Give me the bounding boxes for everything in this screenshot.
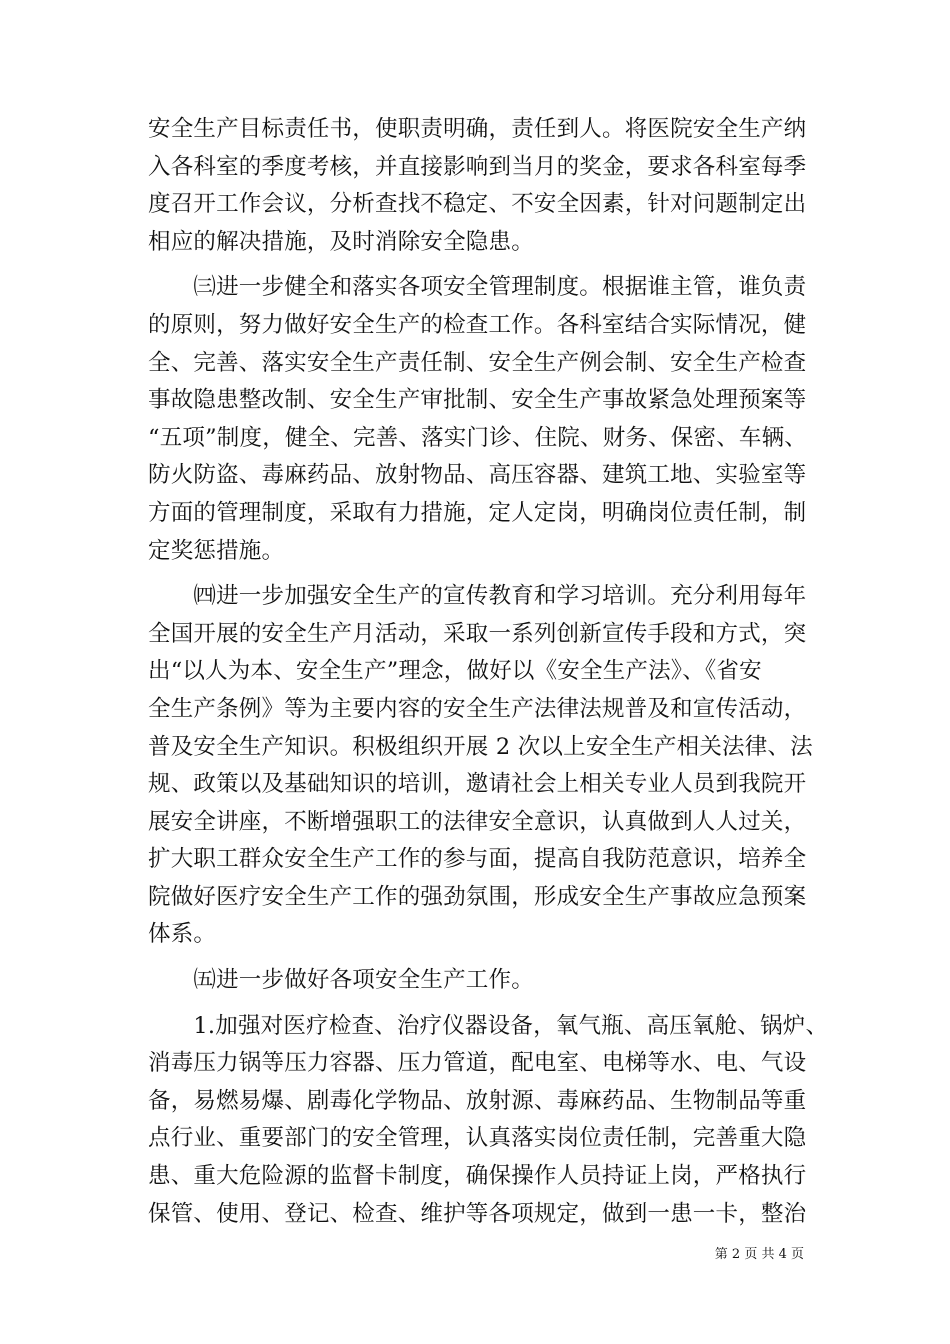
text-line: 事故隐患整改制、安全生产审批制、安全生产事故紧急处理预案等	[148, 387, 807, 414]
paragraph	[148, 111, 808, 261]
text-line: 消毒压力锅等压力容器、压力管道，配电室、电梯等水、电、气设	[148, 1050, 807, 1077]
text-line: 患、重大危险源的监督卡制度，确保操作人员持证上岗，严格执行	[148, 1163, 807, 1190]
text-line: 定奖惩措施。	[148, 537, 285, 564]
text-line: 普及安全生产知识。积极组织开展 2 次以上安全生产相关法律、法	[148, 733, 813, 760]
text-line: 展安全讲座，不断增强职工的法律安全意识，认真做到人人过关，	[148, 808, 807, 835]
text-line: 点行业、重要部门的安全管理，认真落实岗位责任制，完善重大隐	[148, 1125, 807, 1152]
text-line: ㈢进一步健全和落实各项安全管理制度。根据谁主管，谁负责	[148, 274, 807, 301]
text-line: 度召开工作会议，分析查找不稳定、不安全因素，针对问题制定出	[148, 191, 807, 218]
text-line: 安全生产目标责任书，使职责明确，责任到人。将医院安全生产纳	[148, 116, 807, 142]
text-line: ㈣进一步加强安全生产的宣传教育和学习培训。充分利用每年	[148, 583, 807, 610]
text-line: ㈤进一步做好各项安全生产工作。	[148, 967, 534, 994]
text-line: 规、政策以及基础知识的培训，邀请社会上相关专业人员到我院开	[148, 771, 807, 798]
text-line: 保管、使用、登记、检查、维护等各项规定，做到一患一卡，整治	[148, 1200, 807, 1227]
text-line: 全国开展的安全生产月活动，采取一系列创新宣传手段和方式，突	[148, 620, 807, 647]
text-line: 入各科室的季度考核，并直接影响到当月的奖金，要求各科室每季	[148, 153, 807, 180]
text-line: 防火防盗、毒麻药品、放射物品、高压容器、建筑工地、实验室等	[148, 462, 807, 489]
text-line: 相应的解决措施，及时消除安全隐患。	[148, 228, 534, 255]
text-line: 扩大职工群众安全生产工作的参与面，提高自我防范意识，培养全	[148, 846, 807, 873]
text-line: 体系。	[148, 921, 217, 948]
paragraph	[148, 578, 813, 954]
text-line: 院做好医疗安全生产工作的强劲氛围，形成安全生产事故应急预案	[148, 883, 807, 910]
text-line: “五项”制度，健全、完善、落实门诊、住院、财务、保密、车辆、	[148, 424, 808, 451]
text-line: 1.加强对医疗检查、治疗仪器设备，氧气瓶、高压氧舱、锅炉、	[148, 1012, 829, 1039]
text-line: 出“以人为本、安全生产”理念，做好以《安全生产法》、《省安	[148, 658, 762, 685]
text-line: 备，易燃易爆、剧毒化学物品、放射源、毒麻药品、生物制品等重	[148, 1087, 807, 1114]
paragraph	[148, 269, 808, 570]
text-line: 全生产条例》等为主要内容的安全生产法律法规普及和宣传活动，	[148, 695, 807, 722]
text-line: 的原则，努力做好安全生产的检查工作。各科室结合实际情况，健	[148, 311, 807, 338]
page-number: 第 2 页 共 4 页	[714, 1247, 804, 1262]
document-body	[148, 111, 829, 1233]
paragraph	[148, 1008, 829, 1234]
text-line: 全、完善、落实安全生产责任制、安全生产例会制、安全生产检查	[148, 349, 807, 376]
page-footer	[0, 1243, 950, 1262]
paragraph	[148, 962, 808, 1000]
text-line: 方面的管理制度，采取有力措施，定人定岗，明确岗位责任制，制	[148, 499, 807, 526]
